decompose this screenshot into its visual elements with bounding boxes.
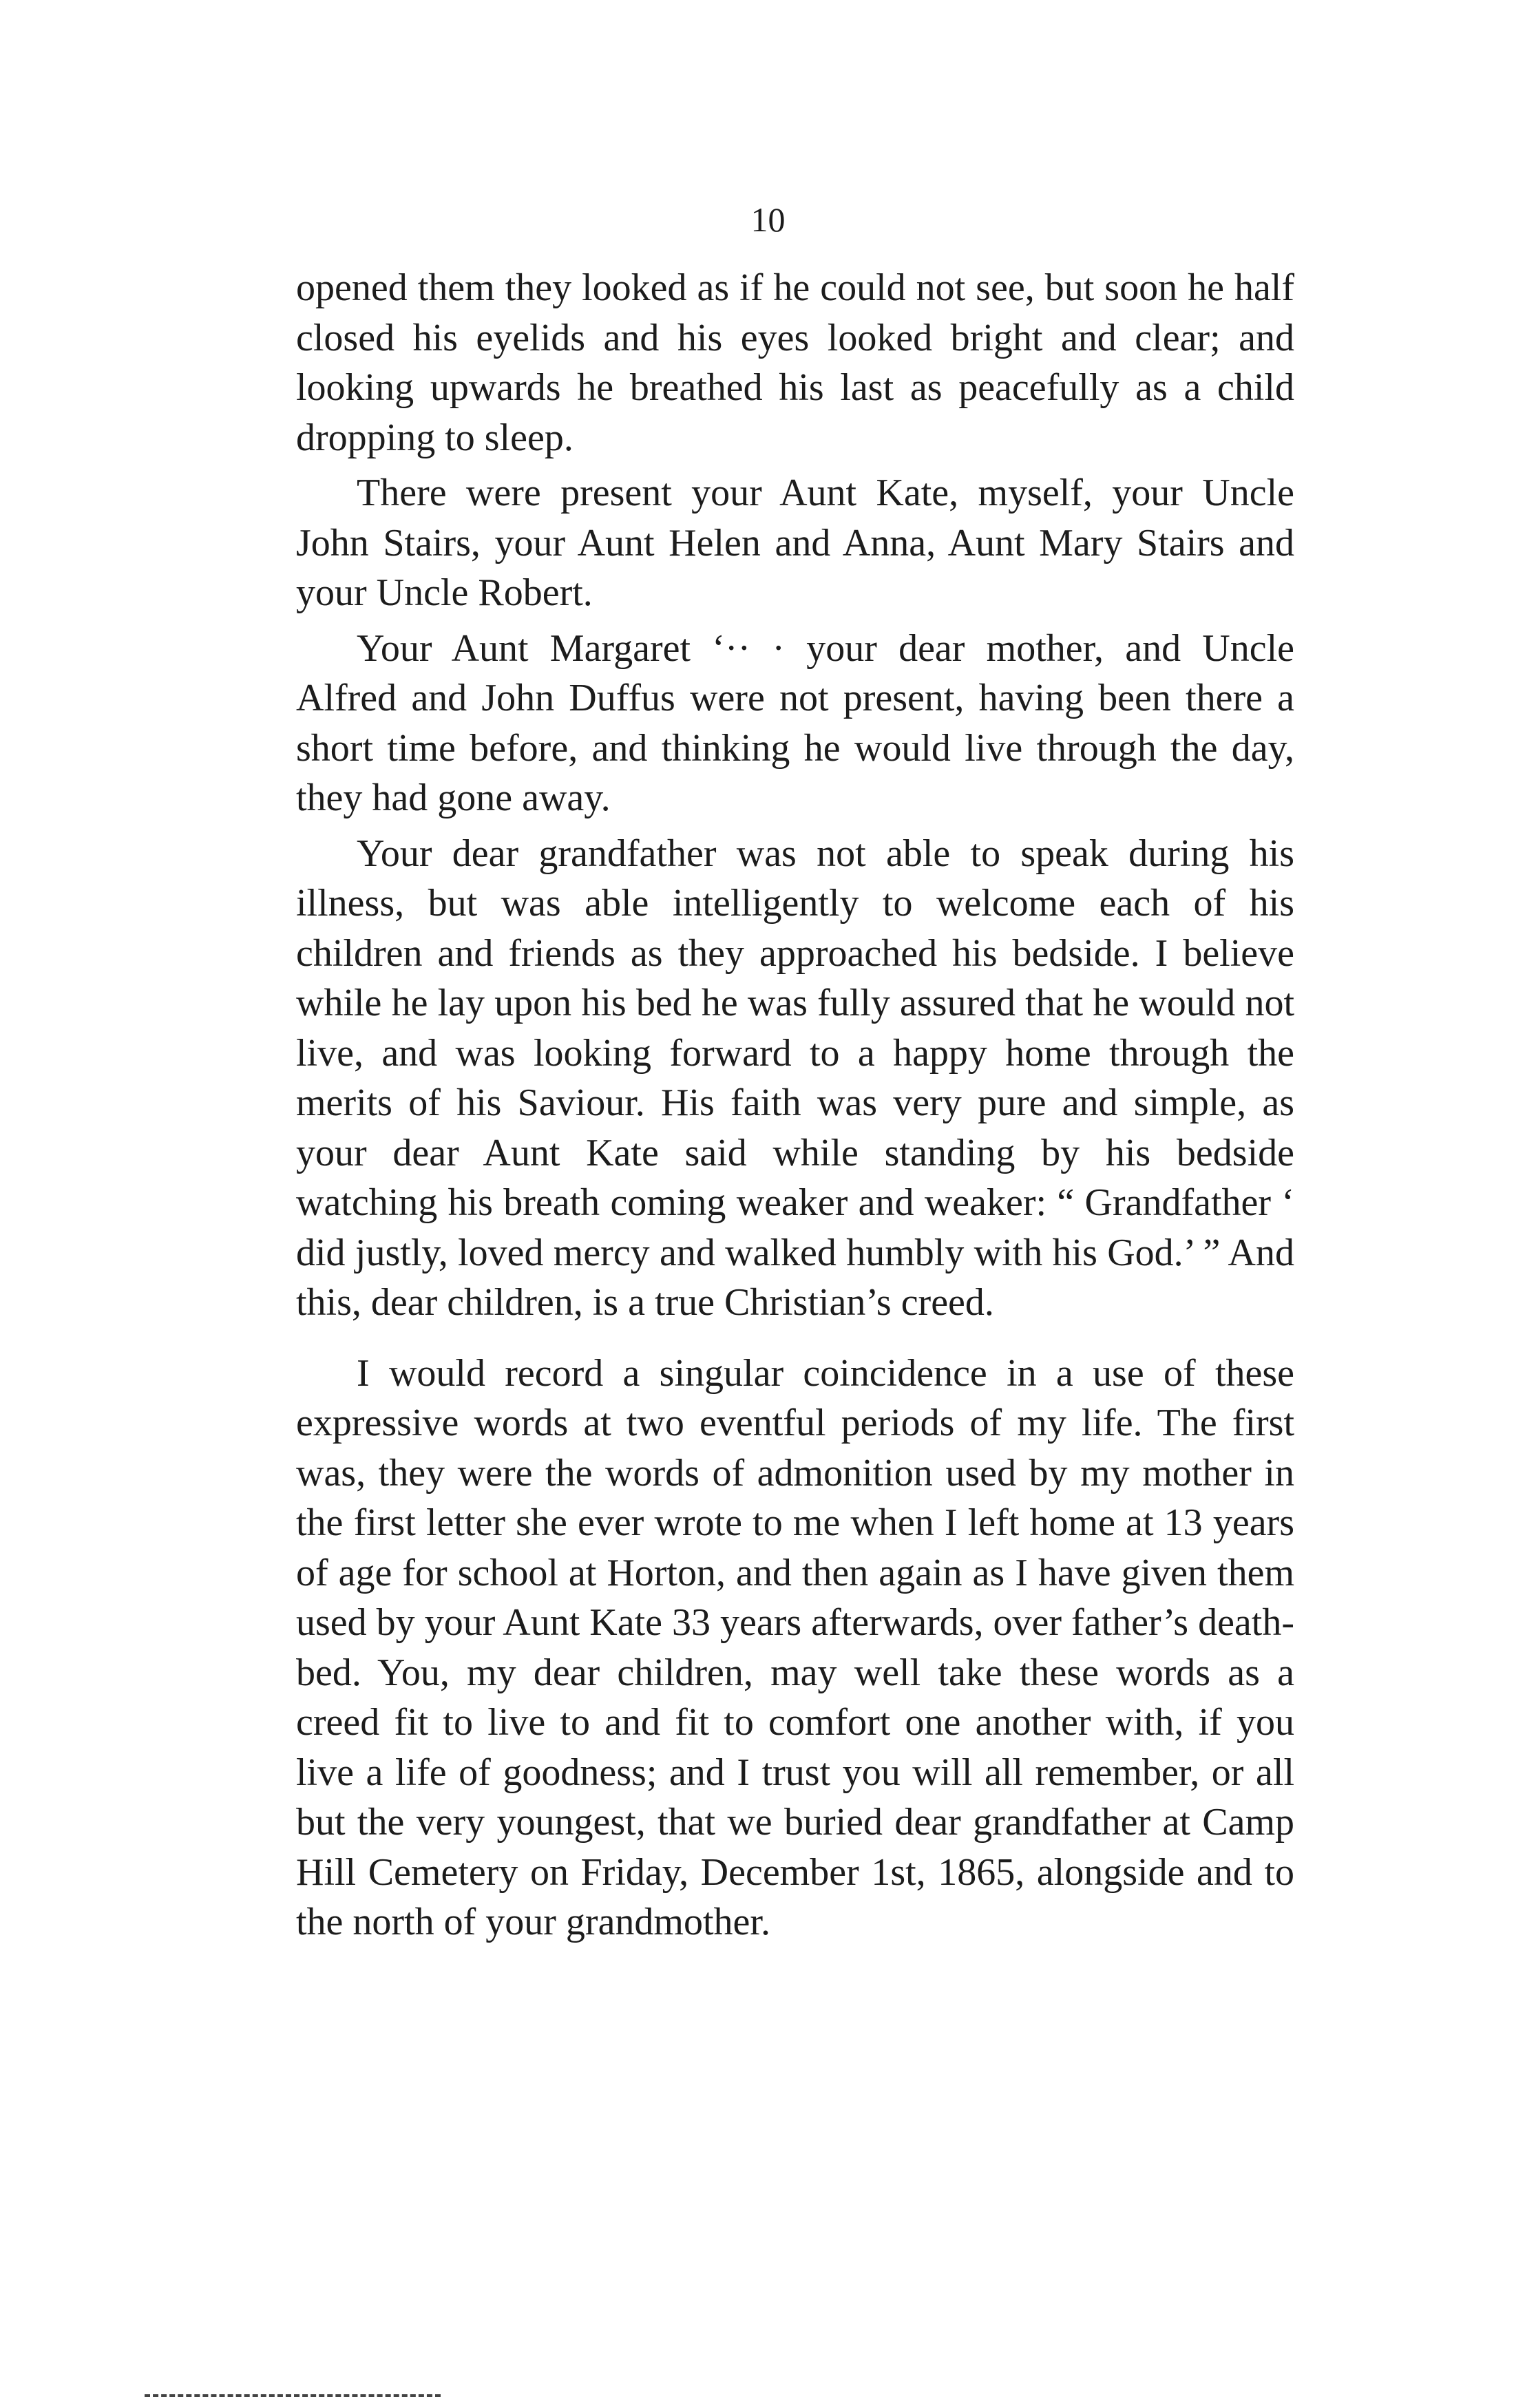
paragraph-4: Your dear grandfather was not able to speak during his illness, but was able intelligently to welcome each of his children and friends as they approached his bedside. I believe while he lay upon his bed he was fully assured that he would not live, and was looking forward to a happy home through the merits of his Saviour. His faith was very pure and simple, as your dear Aunt Kate said while standing by his bedside watching his breath coming weaker and weaker: “ Grandfather ‘ did justly, loved mercy and walked humbly with his God.’ ” And this, dear children, is a true Christian’s creed.: [296, 832, 1294, 1324]
paragraph-5: I would record a singular coincidence in a use of these expressive words at two eventful periods of my life. The first was, they were the words of admonition used by my mother in the first letter she ever wrote to me when I left home at 13 years of age for school at Horton, and then again as I have given them used by your Aunt Kate 33 years afterwards, over father’s death-bed. You, my dear children, may well take these words as a creed fit to live to and fit to comfort one another with, if you live a life of goodness; and I trust you will all remember, or all but the very youngest, that we buried dear grandfather at Camp Hill Cemetery on Friday, December 1st, 1865, alongside and to the north of your grandmother.: [296, 1351, 1294, 1943]
page-number: 10: [750, 200, 786, 239]
paragraph-3: Your Aunt Margaret ‘·· · your dear mother, and Uncle Alfred and John Duffus were not present, having been there a short time before, and thinking he would live through the day, they had gone away.: [296, 626, 1294, 819]
paragraph-1: opened them they looked as if he could not see, but soon he half closed his eyelids and his eyes looked bright and clear; and looking upwards he breathed his last as peacefully as a child dropping to sleep.: [296, 266, 1294, 459]
body-text: [296, 263, 1294, 1947]
footer-divider: [145, 2394, 441, 2397]
paragraph-2: There were present your Aunt Kate, myself, your Uncle John Stairs, your Aunt Helen and Anna, Aunt Mary Stairs and your Uncle Robert.: [296, 472, 1294, 614]
